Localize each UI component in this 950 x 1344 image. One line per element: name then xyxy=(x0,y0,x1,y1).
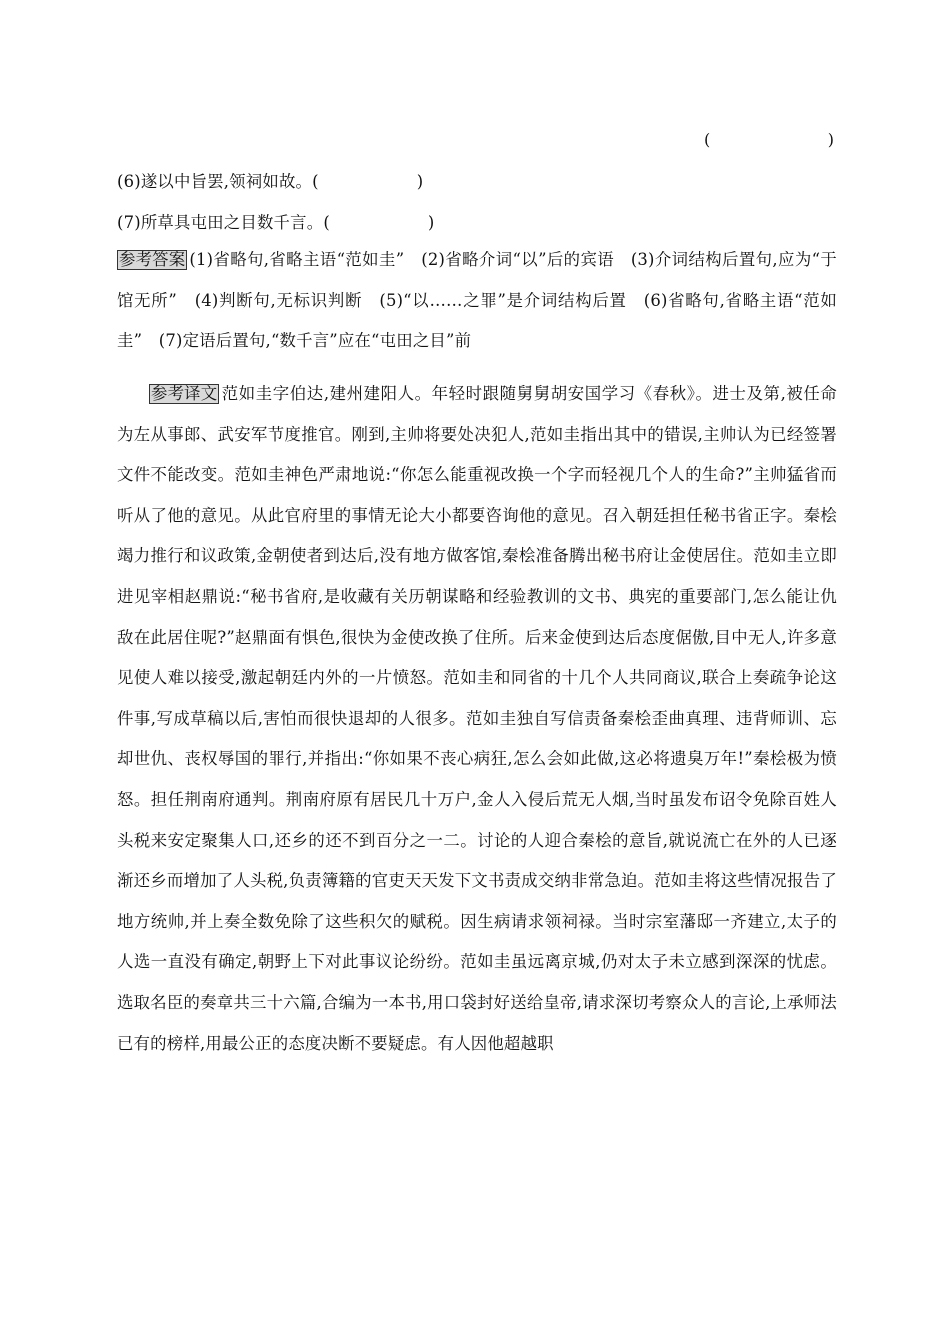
answer-text: (1)省略句,省略主语“范如圭” (2)省略介词“以”后的宾语 (3)介词结构后置句,应为“于馆无所” (4)判断句,无标识判断 (5)“以……之罪”是介词结构后置 (6)省略句,省略主语“范如圭” (7)定语后置句,“数千言”应在“屯田之目”前 xyxy=(117,250,837,351)
reference-answer xyxy=(117,240,837,362)
close-parenthesis: ) xyxy=(827,130,834,149)
translation-label: 参考译文 xyxy=(151,384,218,403)
close-parenthesis: ) xyxy=(427,212,435,232)
open-parenthesis: ( xyxy=(704,130,711,149)
answer-label: 参考答案 xyxy=(119,250,186,269)
close-parenthesis: ) xyxy=(416,172,424,191)
question-item xyxy=(117,203,837,244)
answer-blank-parentheses xyxy=(704,128,834,152)
question-item xyxy=(117,162,837,203)
question-text: (6)遂以中旨罢,领祠如故。( xyxy=(117,172,319,191)
question-list xyxy=(117,162,837,243)
question-text: (7)所草具屯田之目数千言。( xyxy=(117,212,330,232)
reference-translation xyxy=(117,374,837,1064)
translation-text: 范如圭字伯达,建州建阳人。年轻时跟随舅舅胡安国学习《春秋》。进士及第,被任命为左从事郎、武安军节度推官。刚到,主帅将要处决犯人,范如圭指出其中的错误,主帅认为已经签署文件不能改变。范如圭神色严肃地说:“你怎么能重视改换一个字而轻视几个人的生命?”主帅猛省而听从了他的意见。从此官府里的事情无论大小都要咨询他的意见。召入朝廷担任秘书省正字。秦桧竭力推行和议政策,金朝使者到达后,没有地方做客馆,秦桧准备腾出秘书府让金使居住。范如圭立即进见宰相赵鼎说:“秘书省府,是收藏有关历朝谋略和经验教训的文书、典宪的重要部门,怎么能让仇敌在此居住呢?”赵鼎面有惧色,很快为金使改换了住所。后来金使到达后态度倨傲,目中无人,许多意见使人难以接受,激起朝廷内外的一片愤怒。范如圭和同省的十几个人共同商议,联合上奏疏争论这件事,写成草稿以后,害怕而很快退却的人很多。范如圭独自写信责备秦桧歪曲真理、违背师训、忘却世仇、丧权辱国的罪行,并指出:“你如果不丧心病狂,怎么会如此做,这必将遗臭万年!”秦桧极为愤怒。担任荆南府通判。荆南府原有居民几十万户,金人入侵后荒无人烟,当时虽发布诏令免除百姓人头税来安定聚集人口,还乡的还不到百分之一二。讨论的人迎合秦桧的意旨,就说流亡在外的人已逐渐还乡而增加了人头税,负责簿籍的官吏天天发下文书责成交纳非常急迫。范如圭将这些情况报告了地方统帅,并上奏全数免除了这些积欠的赋税。因生病请求领祠禄。当时宗室藩邸一齐建立,太子的人选一直没有确定,朝野上下对此事议论纷纷。范如圭虽远离京城,仍对太子未立感到深深的忧虑。选取名臣的奏章共三十六篇,合编为一本书,用口袋封好送给皇帝,请求深切考察众人的言论,上承师法已有的榜样,用最公正的态度决断不要疑虑。有人因他超越职 xyxy=(117,384,837,1053)
